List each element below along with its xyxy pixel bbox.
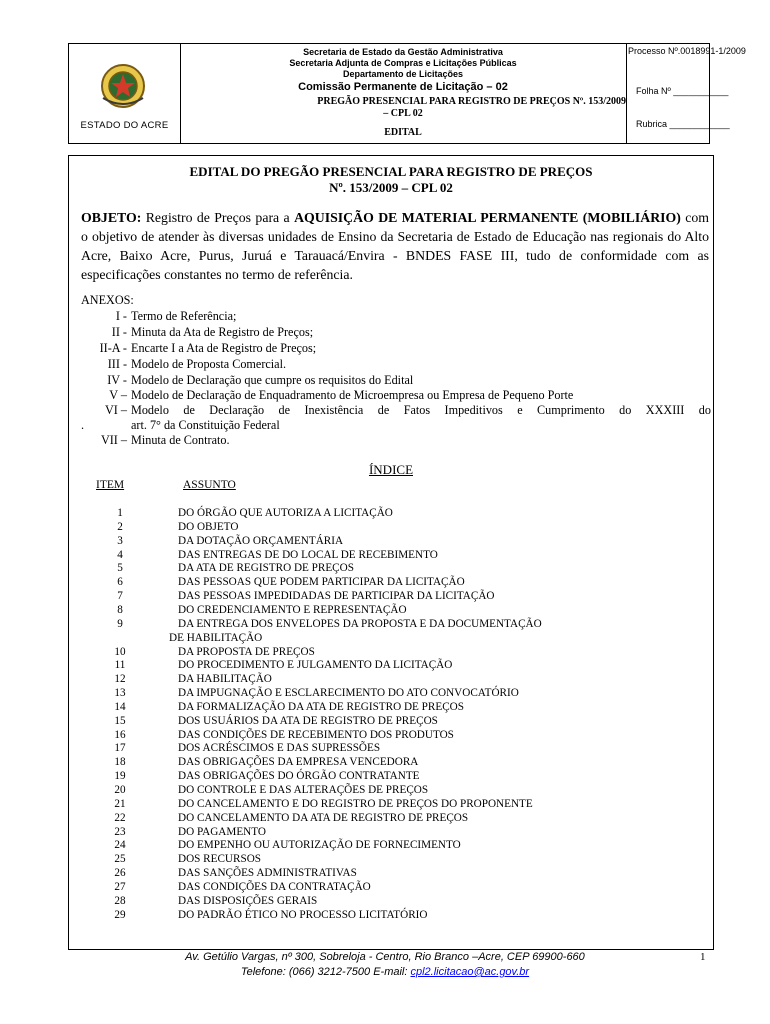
- objeto-highlight: AQUISIÇÃO DE MATERIAL PERMANENTE (MOBILIÁRIO): [294, 210, 681, 225]
- anexo-text: Modelo de Declaração de Enquadramento de Microempresa ou Empresa de Pequeno Porte: [131, 388, 574, 402]
- footer-contact: [0, 966, 770, 978]
- anexo-text: Minuta de Contrato.: [131, 433, 230, 447]
- item-number: 21: [114, 797, 126, 810]
- item-number: 27: [114, 880, 126, 893]
- footer-address: Av. Getúlio Vargas, nº 300, Sobreloja - Centro, Rio Branco –Acre, CEP 69900-660: [185, 951, 585, 963]
- item-number: 17: [114, 742, 126, 755]
- item-subject: DA FORMALIZAÇÃO DA ATA DE REGISTRO DE PREÇOS: [178, 700, 464, 713]
- indice-heading: ÍNDICE: [368, 462, 414, 477]
- item-number: 26: [114, 867, 126, 880]
- item-number: 28: [114, 894, 126, 907]
- processo-number: Processo Nº.0018991-1/2009: [628, 46, 746, 56]
- item-number: 22: [114, 811, 126, 824]
- estado-label: ESTADO DO ACRE: [80, 120, 169, 131]
- item-number: 1: [117, 507, 123, 519]
- objeto-label: OBJETO:: [81, 210, 142, 225]
- anexo-number: VI –: [104, 403, 127, 417]
- objeto-text-2: com o objetivo de atender às diversas unidades de Ensino da Secretaria de Estado de Educação nas regionais do Alto Acre, Baixo Acre, Purus, Juruá e Tarauacá/Envira - BNDES FASE III, tudo de conformidade com as especificações constantes no termo de referência.: [81, 210, 709, 282]
- item-number: 14: [114, 700, 126, 713]
- anexo-number: III -: [107, 357, 127, 371]
- secretaria-line: Secretaria de Estado da Gestão Administrativa: [303, 47, 503, 57]
- item-subject: DO CONTROLE E DAS ALTERAÇÕES DE PREÇOS: [178, 784, 429, 796]
- item-number: 2: [117, 520, 123, 533]
- edital-title: EDITAL DO PREGÃO PRESENCIAL PARA REGISTRO DE PREÇOS: [189, 164, 593, 179]
- item-number: 8: [117, 603, 123, 616]
- header-logo-cell: [69, 44, 181, 143]
- anexo-number: II-A -: [99, 341, 127, 355]
- item-subject: DO CANCELAMENTO DA ATA DE REGISTRO DE PREÇOS: [178, 811, 469, 824]
- item-number: 23: [114, 825, 126, 838]
- item-number: 25: [114, 853, 126, 866]
- comissao-line: Comissão Permanente de Licitação – 02: [298, 81, 508, 93]
- anexo-number: V –: [109, 388, 127, 402]
- item-number: 20: [114, 784, 126, 796]
- item-subject: DOS USUÁRIOS DA ATA DE REGISTRO DE PREÇOS: [178, 714, 438, 727]
- folha-field: Folha Nº ___________: [636, 86, 729, 96]
- col-assunto-header: ASSUNTO: [183, 479, 236, 491]
- item-number: 19: [114, 770, 126, 783]
- item-number: 24: [114, 839, 126, 852]
- anexo-number: II -: [111, 325, 127, 339]
- anexos-heading: ANEXOS:: [81, 293, 134, 307]
- item-subject: DO CANCELAMENTO E DO REGISTRO DE PREÇOS DO PROPONENTE: [178, 797, 533, 810]
- anexo-number: IV -: [107, 373, 127, 387]
- anexo-text: Minuta da Ata de Registro de Preços;: [131, 325, 314, 339]
- item-number: 11: [114, 659, 126, 672]
- item-subject: DAS DISPOSIÇÕES GERAIS: [178, 894, 318, 907]
- secretaria-adjunta-line: Secretaria Adjunta de Compras e Licitações Públicas: [289, 58, 517, 68]
- anexo-number: VII –: [100, 433, 127, 447]
- anexo-text: art. 7° da Constituição Federal: [131, 418, 280, 432]
- item-number: 12: [114, 673, 126, 686]
- item-subject: DO CREDENCIAMENTO E REPRESENTAÇÃO: [178, 603, 407, 616]
- item-number: 18: [114, 756, 126, 769]
- item-subject: DAS CONDIÇÕES DA CONTRATAÇÃO: [178, 880, 371, 893]
- anexo-text: Modelo de Declaração de Inexistência de Fatos Impeditivos e Cumprimento do XXXIII do: [131, 403, 711, 417]
- header-process-cell: [626, 44, 746, 143]
- item-subject: DAS SANÇÕES ADMINISTRATIVAS: [178, 867, 357, 880]
- item-number: 16: [114, 728, 126, 741]
- document-header: [68, 43, 746, 144]
- pregao-line: PREGÃO PRESENCIAL PARA REGISTRO DE PREÇOS Nº. 153/2009: [317, 96, 626, 107]
- item-subject: DAS PESSOAS IMPEDIDADAS DE PARTICIPAR DA LICITAÇÃO: [178, 590, 495, 603]
- item-subject: DAS ENTREGAS DE DO LOCAL DE RECEBIMENTO: [178, 548, 438, 561]
- item-subject: DAS CONDIÇÕES DE RECEBIMENTO DOS PRODUTOS: [178, 728, 454, 741]
- item-number: 9: [117, 617, 123, 630]
- item-subject: DO PAGAMENTO: [178, 825, 266, 838]
- item-subject: DA IMPUGNAÇÃO E ESCLARECIMENTO DO ATO CONVOCATÓRIO: [178, 687, 519, 700]
- objeto-paragraph: [81, 208, 709, 284]
- edital-body: [68, 155, 714, 950]
- item-number: 6: [117, 576, 123, 589]
- item-number: 4: [117, 548, 123, 561]
- departamento-line: Departamento de Licitações: [342, 69, 464, 79]
- item-number: 15: [114, 714, 126, 727]
- item-number: 29: [114, 908, 126, 921]
- edital-line: EDITAL: [384, 127, 422, 138]
- item-subject: DA HABILITAÇÃO: [178, 673, 272, 686]
- item-subject: DAS OBRIGAÇÕES DO ÓRGÃO CONTRATANTE: [178, 770, 420, 783]
- item-subject: DA ENTREGA DOS ENVELOPES DA PROPOSTA E DA DOCUMENTAÇÃO: [178, 617, 542, 630]
- anexo-number: .: [81, 418, 85, 432]
- footer-phone: Telefone: (066) 3212-7500 E-mail:: [240, 966, 411, 978]
- rubrica-field: Rubrica ____________: [636, 119, 730, 129]
- item-subject: DA DOTAÇÃO ORÇAMENTÁRIA: [178, 534, 344, 547]
- item-subject: DO PADRÃO ÉTICO NO PROCESSO LICITATÓRIO: [178, 908, 428, 921]
- item-number: 3: [117, 534, 123, 547]
- objeto-text-1: Registro de Preços para a: [141, 210, 295, 225]
- item-subject: DO OBJETO: [178, 520, 239, 533]
- cpl-line: – CPL 02: [383, 108, 423, 119]
- page-number: 1: [700, 951, 706, 963]
- item-subject: DO EMPENHO OU AUTORIZAÇÃO DE FORNECIMENTO: [178, 839, 461, 852]
- anexo-text: Encarte I a Ata de Registro de Preços;: [131, 341, 317, 355]
- header-institution-cell: [180, 44, 627, 143]
- item-subject: DA PROPOSTA DE PREÇOS: [178, 645, 315, 658]
- anexo-text: Modelo de Proposta Comercial.: [131, 357, 287, 371]
- item-number: 10: [114, 645, 126, 658]
- edital-number: Nº. 153/2009 – CPL 02: [329, 180, 453, 195]
- item-number: 13: [114, 687, 126, 700]
- anexo-number: I -: [115, 309, 127, 323]
- email-link[interactable]: cpl2.licitacao@ac.gov.br: [410, 966, 530, 978]
- item-subject: DOS ACRÉSCIMOS E DAS SUPRESSÕES: [178, 742, 381, 755]
- item-subject: DA ATA DE REGISTRO DE PREÇOS: [178, 562, 354, 575]
- item-subject: DE HABILITAÇÃO: [169, 631, 263, 644]
- item-subject: DO PROCEDIMENTO E JULGAMENTO DA LICITAÇÃO: [178, 659, 453, 672]
- item-number: 7: [117, 590, 123, 603]
- anexo-text: Modelo de Declaração que cumpre os requisitos do Edital: [131, 373, 414, 387]
- item-subject: DO ÓRGÃO QUE AUTORIZA A LICITAÇÃO: [178, 507, 393, 519]
- item-subject: DAS OBRIGAÇÕES DA EMPRESA VENCEDORA: [178, 756, 419, 769]
- item-number: 5: [117, 562, 123, 575]
- acre-coat-of-arms-icon: [99, 62, 147, 110]
- item-subject: DAS PESSOAS QUE PODEM PARTICIPAR DA LICITAÇÃO: [178, 576, 465, 589]
- item-subject: DOS RECURSOS: [178, 853, 261, 866]
- anexo-text: Termo de Referência;: [131, 309, 237, 323]
- col-item-header: ITEM: [96, 479, 125, 491]
